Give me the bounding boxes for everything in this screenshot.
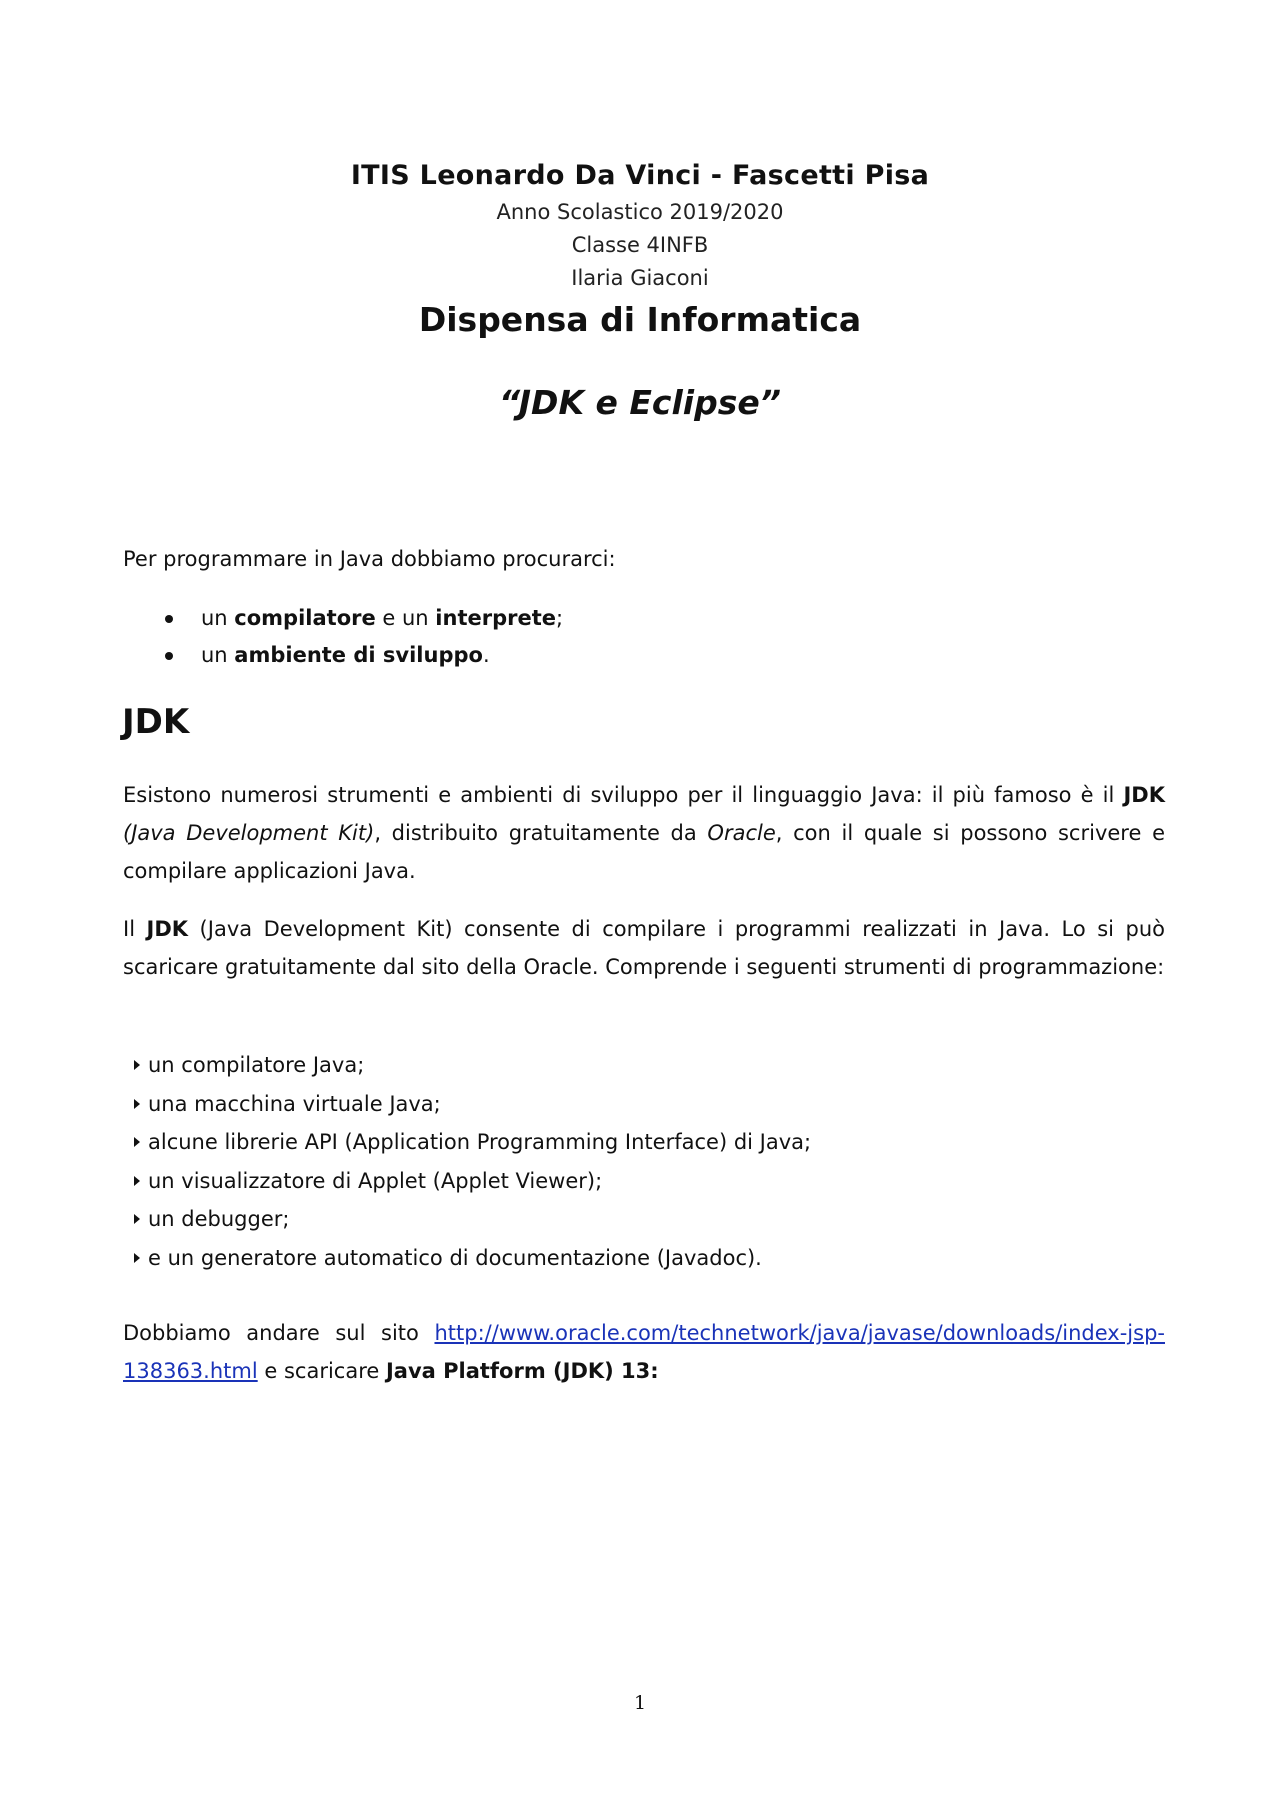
list-item: e un generatore automatico di documentazione (Javadoc). — [132, 1239, 811, 1278]
list-item: alcune librerie API (Application Programming Interface) di Java; — [132, 1123, 811, 1162]
document-title: Dispensa di Informatica — [418, 300, 862, 339]
requirements-list — [165, 600, 563, 674]
list-item: un compilatore Java; — [132, 1046, 811, 1085]
oracle-download-link[interactable]: http://www.oracle.com/technetwork/java/javase/downloads/index-jsp-138363.html — [123, 1321, 1165, 1383]
bullet-arrow-icon — [134, 1060, 140, 1070]
list-item: un visualizzatore di Applet (Applet Viewer); — [132, 1162, 811, 1201]
bullet-icon — [165, 652, 173, 660]
bullet-arrow-icon — [134, 1137, 140, 1147]
list-item: un compilatore e un interprete; — [165, 600, 563, 637]
page-number: 1 — [633, 1692, 647, 1714]
author-name: Ilaria Giaconi — [571, 266, 709, 290]
list-item: un ambiente di sviluppo. — [165, 637, 563, 674]
bullet-arrow-icon — [134, 1253, 140, 1263]
section-heading-jdk: JDK — [122, 702, 190, 742]
paragraph-download: Dobbiamo andare sul sito http://www.oracle.com/technetwork/java/javase/downloads/index-jsp-138363.html e scaricare Java Platform (JDK) 13: — [123, 1321, 1165, 1383]
bullet-arrow-icon — [134, 1176, 140, 1186]
class-name: Classe 4INFB — [571, 233, 709, 257]
jdk-tools-list — [132, 1046, 811, 1277]
list-item: un debugger; — [132, 1200, 811, 1239]
paragraph-jdk-description: Il JDK (Java Development Kit) consente di compilare i programmi realizzati in Java. Lo si può scaricare gratuitamente dal sito della Oracle. Comprende i seguenti strumenti di programmazione: — [123, 917, 1165, 979]
bullet-arrow-icon — [134, 1214, 140, 1224]
list-item: una macchina virtuale Java; — [132, 1085, 811, 1124]
bullet-icon — [165, 615, 173, 623]
document-subtitle: “JDK e Eclipse” — [499, 383, 781, 422]
intro-text: Per programmare in Java dobbiamo procurarci: — [123, 547, 616, 571]
paragraph-jdk-intro: Esistono numerosi strumenti e ambienti di sviluppo per il linguaggio Java: il più famoso è il JDK (Java Development Kit), distribuito gratuitamente da Oracle, con il quale si possono scrivere e compilare applicazioni Java. — [123, 783, 1165, 883]
school-year: Anno Scolastico 2019/2020 — [496, 200, 784, 224]
bullet-arrow-icon — [134, 1099, 140, 1109]
school-name: ITIS Leonardo Da Vinci - Fascetti Pisa — [350, 160, 930, 191]
